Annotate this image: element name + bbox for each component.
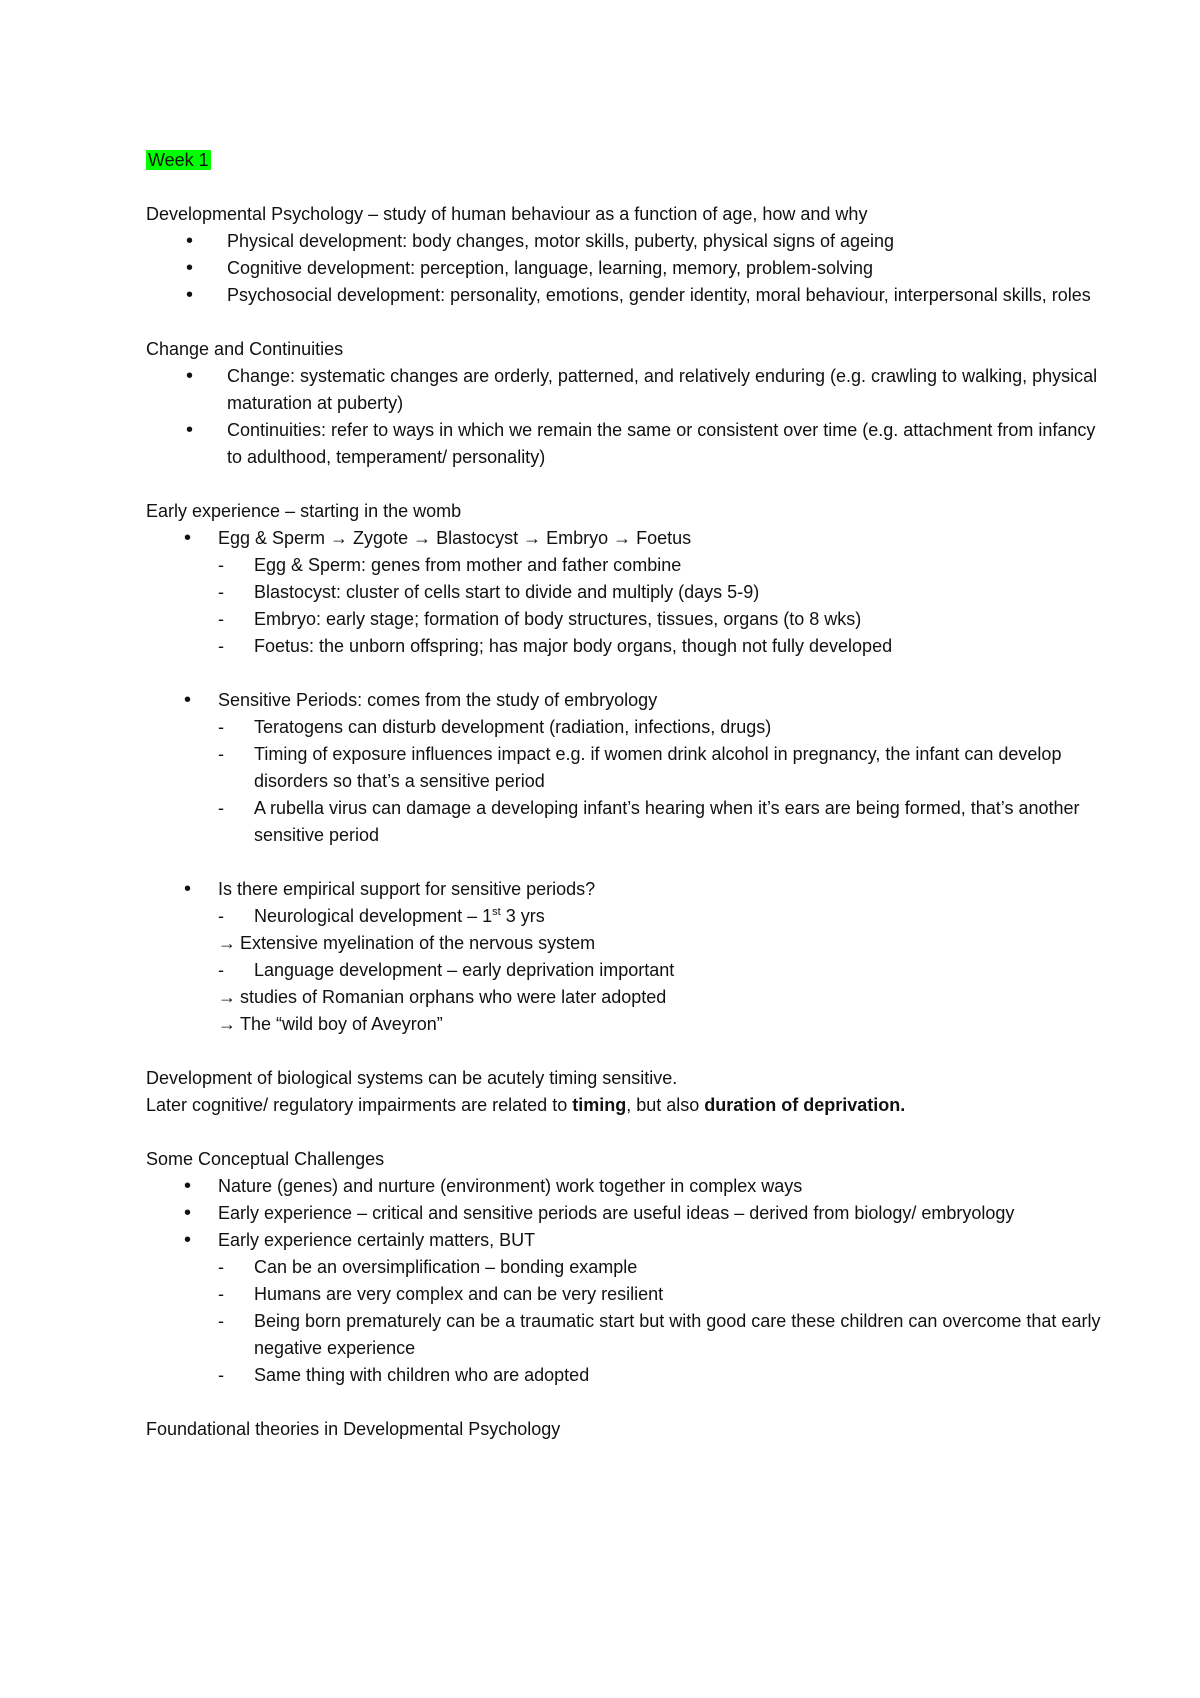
week-heading — [146, 147, 1106, 174]
notes-content — [146, 147, 1106, 1443]
dash-embryo: - Embryo: early stage; formation of body structures, tissues, organs (to 8 wks) — [146, 606, 1106, 633]
statement-timing-sensitive: Development of biological systems can be acutely timing sensitive. — [146, 1068, 678, 1088]
arrow-item-wild-boy: → The “wild boy of Aveyron” — [218, 1014, 443, 1034]
bullet-development-stages: • Egg & Sperm → Zygote → Blastocyst → Embryo → Foetus — [146, 525, 1106, 552]
section-heading-foundational-theories: Foundational theories in Developmental Psychology — [146, 1419, 561, 1439]
arrow-item-romanian-orphans: → studies of Romanian orphans who were later adopted — [218, 987, 667, 1007]
dash-rubella: - A rubella virus can damage a developing infant’s hearing when it’s ears are being formed, that’s another sensitive period — [146, 795, 1106, 849]
bullet-nature-nurture: • Nature (genes) and nurture (environment) work together in complex ways — [146, 1173, 1106, 1200]
bullet-continuities: • Continuities: refer to ways in which we remain the same or consistent over time (e.g. attachment from infancy to adulthood, temperament/ personality) — [146, 417, 1106, 471]
dash-premature-birth: - Being born prematurely can be a traumatic start but with good care these children can overcome that early negative experience — [146, 1308, 1106, 1362]
dash-language-development: - Language development – early deprivation important — [146, 957, 1106, 984]
bullet-critical-sensitive-periods: • Early experience – critical and sensitive periods are useful ideas – derived from biology/ embryology — [146, 1200, 1106, 1227]
dash-oversimplification: - Can be an oversimplification – bonding example — [146, 1254, 1106, 1281]
bullet-cognitive-development: • Cognitive development: perception, language, learning, memory, problem-solving — [146, 255, 1106, 282]
dash-blastocyst: - Blastocyst: cluster of cells start to divide and multiply (days 5-9) — [146, 579, 1106, 606]
dash-adopted-children: - Same thing with children who are adopted — [146, 1362, 1106, 1389]
section-heading-developmental-psychology: Developmental Psychology – study of human behaviour as a function of age, how and why — [146, 204, 868, 224]
statement-impairments: Later cognitive/ regulatory impairments are related to timing, but also duration of deprivation. — [146, 1095, 906, 1115]
arrow-item-myelination: → Extensive myelination of the nervous system — [218, 933, 596, 953]
dash-neurological-development: - Neurological development – 1st 3 yrs — [146, 903, 1106, 930]
dash-timing-exposure: - Timing of exposure influences impact e.g. if women drink alcohol in pregnancy, the infant can develop disorders so that’s a sensitive period — [146, 741, 1106, 795]
section-heading-early-experience: Early experience – starting in the womb — [146, 501, 462, 521]
arrow-right-icon: → — [218, 933, 236, 953]
bullet-empirical-support: • Is there empirical support for sensitive periods? — [146, 876, 1106, 903]
bullet-sensitive-periods: • Sensitive Periods: comes from the study of embryology — [146, 687, 1106, 714]
bullet-physical-development: • Physical development: body changes, motor skills, puberty, physical signs of ageing — [146, 228, 1106, 255]
arrow-right-icon: → — [218, 1014, 236, 1034]
week-label: Week 1 — [148, 150, 209, 170]
arrow-right-icon: → — [218, 987, 236, 1007]
dash-foetus: - Foetus: the unborn offspring; has major body organs, though not fully developed — [146, 633, 1106, 660]
dash-teratogens: - Teratogens can disturb development (radiation, infections, drugs) — [146, 714, 1106, 741]
bullet-psychosocial-development: • Psychosocial development: personality, emotions, gender identity, moral behaviour, interpersonal skills, roles — [146, 282, 1106, 309]
section-heading-conceptual-challenges: Some Conceptual Challenges — [146, 1149, 385, 1169]
bullet-change: • Change: systematic changes are orderly, patterned, and relatively enduring (e.g. crawling to walking, physical maturation at puberty) — [146, 363, 1106, 417]
bullet-early-experience-matters: • Early experience certainly matters, BUT — [146, 1227, 1106, 1254]
dash-resilient: - Humans are very complex and can be very resilient — [146, 1281, 1106, 1308]
section-heading-change-continuities: Change and Continuities — [146, 339, 344, 359]
dash-egg-sperm: - Egg & Sperm: genes from mother and father combine — [146, 552, 1106, 579]
